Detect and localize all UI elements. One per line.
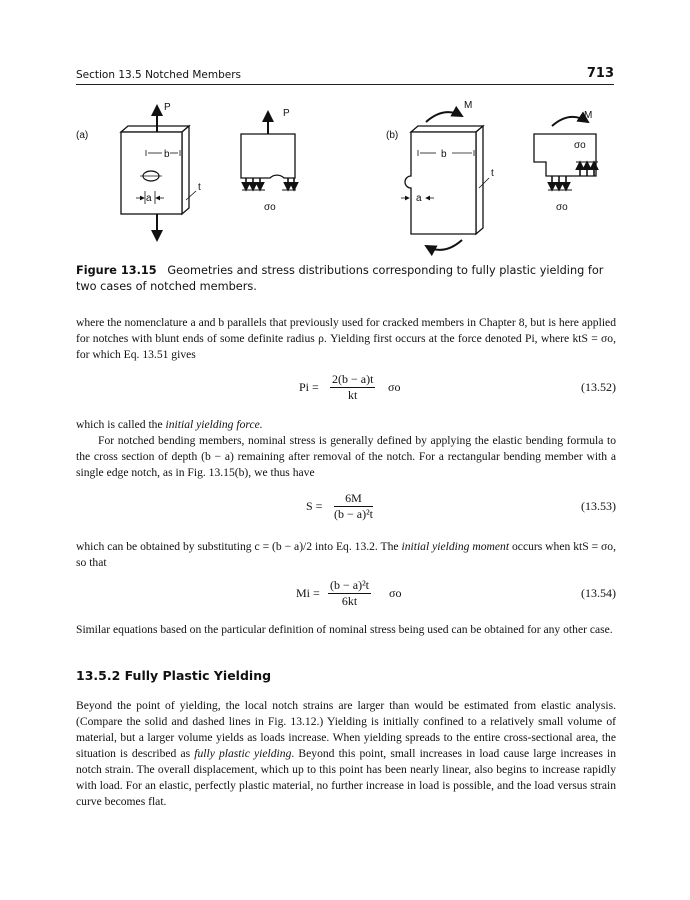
para6-emphasis: fully plastic yielding (194, 747, 292, 760)
header-rule (76, 84, 614, 85)
eq53-lhs: S = (306, 499, 323, 513)
section-heading: 13.5.2 Fully Plastic Yielding (76, 668, 272, 683)
para2-text (76, 417, 616, 433)
para2-emphasis: initial yielding force. (165, 418, 263, 431)
label-panel-b: (b) (386, 130, 399, 141)
para4-plain-a: which can be obtained by substituting c = (b − a)/2 into Eq. 13.2. The (76, 540, 402, 553)
eq54-rhs: σo (389, 586, 402, 600)
eq52-rhs: σo (388, 380, 401, 394)
paragraph-5 (76, 622, 616, 638)
label-b-b: b (441, 149, 447, 160)
para4-plain-b: occurs when ktS = σo, so that (76, 540, 616, 569)
para2-plain: which is called the (76, 418, 166, 431)
para6-text (76, 698, 616, 810)
half-section-a (241, 112, 296, 190)
para3-text: For notched bending members, nominal stress is generally defined by applying the elastic bending formula to the cross section of depth (b − a) remaining after removal of the notch. For a rectangular bending member with a single edge notch, as in Fig. 13.15(b), we thus have (76, 434, 616, 479)
label-sigma-b: σo (556, 202, 568, 213)
label-P-a2: P (283, 108, 290, 119)
eq53-denominator: (b − a)²t (334, 507, 374, 521)
notched-beam-b (405, 126, 483, 234)
paragraph-2 (76, 417, 616, 481)
half-section-b (534, 117, 598, 190)
eq53-numerator: 6M (334, 491, 373, 507)
label-M-b: M (464, 100, 473, 111)
page-number: 713 (586, 66, 614, 81)
eq54-denominator: 6kt (341, 594, 358, 608)
para1-text: where the nomenclature a and b parallels that previously used for cracked members in Chapter 8, but is here applied for notches with blunt ends of some definite radius ρ. Yielding first occurs at the force denoted Pi, where ktS = σo, for which Eq. 13.51 gives (76, 316, 616, 361)
label-a-b: a (416, 193, 422, 204)
label-b-a: b (164, 149, 170, 160)
para5-text: Similar equations based on the particular definition of nominal stress being used can be obtained for any other case. (76, 623, 613, 636)
label-P-a: P (164, 102, 171, 113)
eq52-numerator: 2(b − a)t (332, 372, 374, 386)
caption-text: Geometries and stress distributions corresponding to fully plastic yielding for two cases of notched members. (76, 264, 604, 293)
moment-arrow-top-b (426, 112, 462, 122)
running-header (76, 66, 614, 84)
label-t-a: t (198, 182, 201, 193)
equation-13-54 (76, 574, 616, 614)
figure-13-15 (76, 96, 616, 256)
eq53-fraction (334, 491, 373, 522)
paragraph-1 (76, 315, 616, 363)
label-M-b2: M (584, 110, 593, 121)
para6-plain-b: . Beyond this point, small increases in load cause large increases in notch strain. The overall displacement, which up to this point has been nearly linear, also begins to increase rapidly with load. For an elastic, perfectly plastic material, no further increase in load is possible, and the load versus strain curve becomes flat. (76, 747, 616, 808)
label-t-b: t (491, 168, 494, 179)
para4-text (76, 539, 616, 571)
caption-label: Figure 13.15 (76, 264, 157, 277)
section-header: Section 13.5 Notched Members (76, 69, 242, 81)
eq54-number: (13.54) (581, 586, 616, 600)
para6-plain-a: Beyond the point of yielding, the local notch strains are larger than would be estimated from elastic analysis. (Compare the solid and dashed lines in Fig. 13.12.) Yielding is initially confined to a relatively small volume of material, but a larger volume yields as loads increase. When yielding spreads to the entire cross-sectional area, the situation is described as (76, 699, 616, 760)
paragraph-6 (76, 698, 616, 810)
figure-caption (76, 263, 614, 295)
eq52-denominator: kt (348, 388, 358, 402)
eq54-lhs: Mi = (296, 586, 320, 600)
label-a-a: a (146, 193, 152, 204)
moment-arrow-bottom-b (426, 240, 462, 250)
eq52-lhs: Pi = (299, 380, 319, 394)
para4-emphasis: initial yielding moment (401, 540, 510, 553)
eq52-number: (13.52) (581, 380, 616, 394)
label-panel-a: (a) (76, 130, 89, 141)
label-sigma-b-top: σo (574, 140, 586, 151)
eq54-numerator: (b − a)²t (330, 578, 370, 592)
equation-13-53 (76, 486, 616, 526)
eq53-number: (13.53) (581, 499, 616, 513)
eq54-fraction (328, 578, 371, 609)
equation-13-52 (76, 368, 616, 408)
label-sigma-a: σo (264, 202, 276, 213)
paragraph-4 (76, 539, 616, 571)
notched-members-diagram (76, 96, 616, 256)
eq52-fraction (330, 372, 375, 403)
